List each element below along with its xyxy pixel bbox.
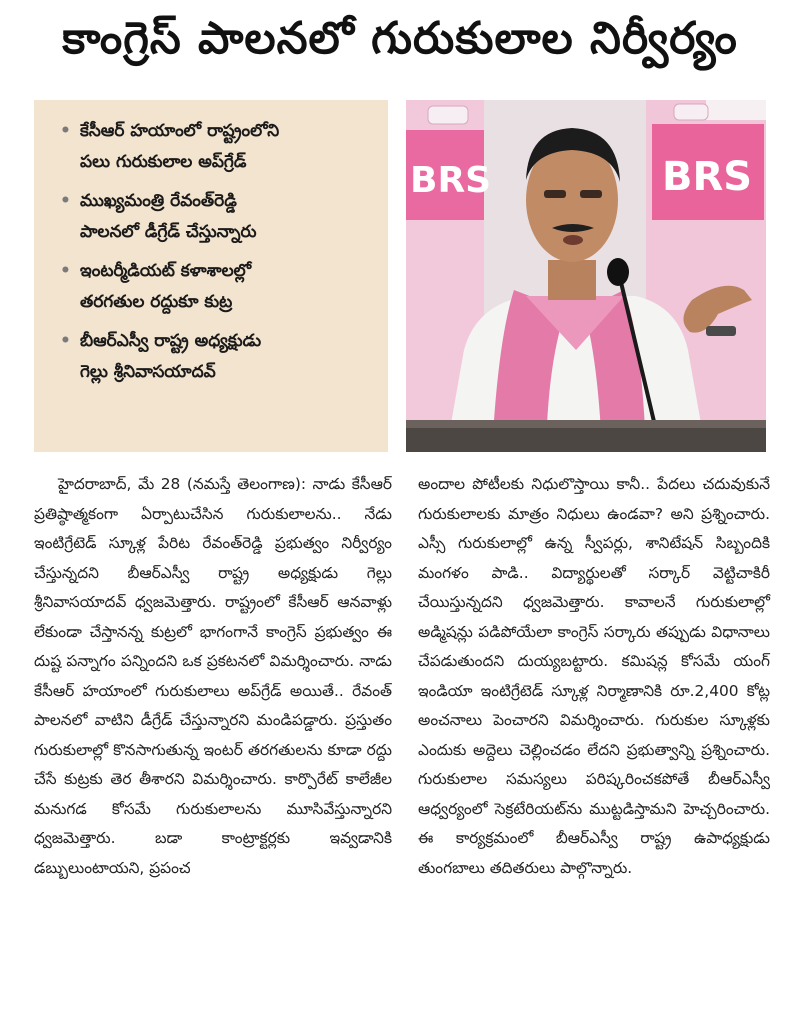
highlight-line: • బీఆర్‌ఎస్వీ రాష్ట్ర అధ్యక్షుడు (80, 326, 376, 357)
highlight-line: తరగతుల రద్దుకూ కుట్ర (80, 292, 233, 312)
table (406, 426, 766, 452)
highlight-line: • ముఖ్యమంత్రి రేవంత్‌రెడ్డి (80, 186, 376, 217)
highlights-box (34, 100, 388, 452)
banner-text-left: BRS (410, 160, 492, 201)
highlight-line: పాలనలో డీగ్రేడ్ చేస్తున్నారు (80, 222, 257, 242)
headline: కాంగ్రెస్ పాలనలో గురుకులాల నిర్వీర్యం (62, 13, 738, 64)
highlight-line: గెల్లు శ్రీనివాసయాదవ్ (80, 362, 216, 382)
banner-text-right: BRS (662, 154, 753, 200)
article-text: అందాల పోటీలకు నిధులొస్తాయి కానీ.. పేదలు చదువుకునే గురుకులాలకు మాత్రం నిధులు ఉండవా? అని ప్రశ్నించారు. ఎస్సీ గురుకులాల్లో ఉన్న స్వీపర్లు, శానిటేషన్ సిబ్బందికి మంగళం పాడి.. విద్యార్థులతో సర్కార్ వెట్టిచాకిరీ చేయిస్తున్నదని ధ్వజమెత్తారు. కావాలనే గురుకులాల్లో అడ్మిషన్లు పడిపోయేలా కాంగ్రెస్ సర్కారు తప్పుడు విధానాలు చేపడుతుందని దుయ్యబట్టారు. కమిషన్ల కోసమే యంగ్ ఇండియా ఇంటిగ్రేటెడ్ స్కూళ్ల నిర్మాణానికి రూ.2,400 కోట్ల అంచనాలు పెంచారని విమర్శించారు. గురుకుల స్కూళ్లకు ఎందుకు అద్దెలు చెల్లించడం లేదని ప్రభుత్వాన్ని ప్రశ్నించారు. గురుకులాల సమస్యలు పరిష్కరించకపోతే బీఆర్‌ఎస్వీ ఆధ్వర్యంలో సెక్రటేరియట్‌ను ముట్టడిస్తామని హెచ్చరించారు. ఈ కార్యక్రమంలో బీఆర్‌ఎస్వీ రాష్ట్ర ఉపాధ్యక్షుడు తుంగబాలు తదితరులు పాల్గొన్నారు. (418, 475, 770, 877)
article-column-1 (34, 470, 392, 883)
highlight-item (80, 256, 376, 318)
highlight-item (80, 326, 376, 388)
highlight-item (80, 186, 376, 248)
article-text: హైదరాబాద్, మే 28 (నమస్తే తెలంగాణ): నాడు కేసీఆర్ ప్రతిష్ఠాత్మకంగా ఏర్పాటుచేసిన గురుకులాలను.. నేడు ఇంటిగ్రేటెడ్ స్కూళ్ల పేరిట రేవంత్‌రెడ్డి ప్రభుత్వం నిర్వీర్యం చేస్తున్నదని బీఆర్‌ఎస్వీ రాష్ట్ర అధ్యక్షుడు గెల్లు శ్రీనివాసయాదవ్ ధ్వజమెత్తారు. రాష్ట్రంలో కేసీఆర్ ఆనవాళ్లు లేకుండా చేస్తానన్న కుట్రలో భాగంగానే కాంగ్రెస్ ప్రభుత్వం ఈ దుష్ట పన్నాగం పన్నిందని ఒక ప్రకటనలో విమర్శించారు. నాడు కేసీఆర్ హయాంలో గురుకులాలు అప్‌గ్రేడ్ అయితే.. రేవంత్ పాలనలో వాటిని డీగ్రేడ్ చేస్తున్నారని మండిపడ్డారు. ప్రస్తుతం గురుకులాల్లో కొనసాగుతున్న ఇంటర్ తరగతులను కూడా రద్దు చేసే కుట్రకు తెర తీశారని విమర్శించారు. కార్పొరేట్ కాలేజీల మనుగడ కోసమే గురుకులాలను మూసివేస్తున్నారని ధ్వజమెత్తారు. బడా కాంట్రాక్టర్లకు ఇవ్వడానికి డబ్బులుంటాయని, ప్రపంచ (34, 475, 392, 877)
highlight-line: • కేసీఆర్ హయాంలో రాష్ట్రంలోని (80, 116, 376, 147)
highlight-line: పలు గురుకులాల అప్‌గ్రేడ్ (80, 152, 247, 172)
article-column-2 (418, 470, 770, 883)
speaker-photo (406, 100, 766, 452)
highlight-item (80, 116, 376, 178)
microphone (607, 258, 629, 286)
highlight-line: • ఇంటర్మీడియట్ కళాశాలల్లో (80, 256, 376, 287)
